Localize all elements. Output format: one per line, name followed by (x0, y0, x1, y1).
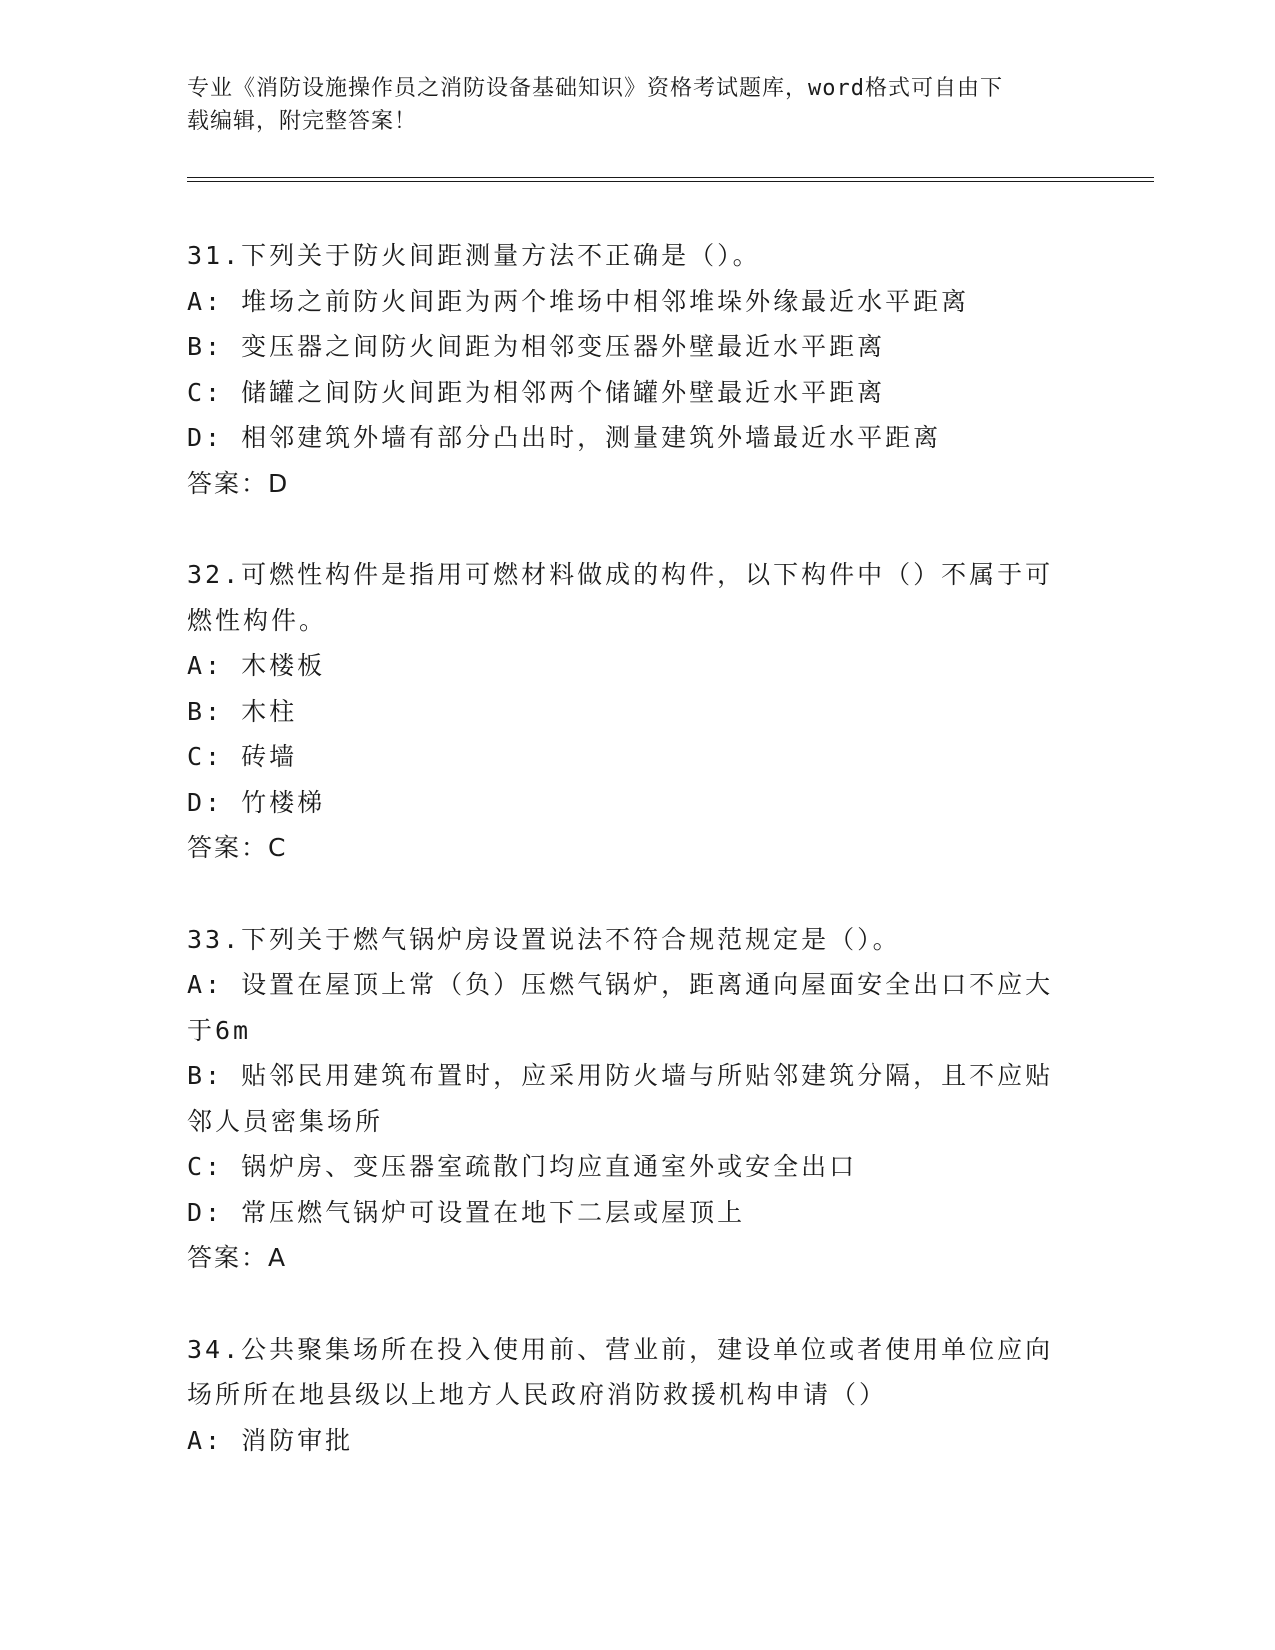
header-divider-top (187, 177, 1154, 178)
answer: 答案：C (187, 833, 288, 862)
option-c: C: 砖墙 (187, 742, 298, 771)
question-list (187, 233, 1087, 1509)
option-b: B: 木柱 (187, 696, 298, 726)
option-d: D: 竹楼梯 (187, 787, 326, 817)
option-c: C: 储罐之间防火间距为相邻两个储罐外壁最近水平距离 (187, 377, 886, 407)
question-stem: 33.下列关于燃气锅炉房设置说法不符合规范规定是（）。 (187, 924, 901, 954)
question-stem-continued: 燃性构件。 (187, 605, 328, 635)
option-a: A: 木楼板 (187, 651, 326, 680)
question-stem-continued: 场所所在地县级以上地方人民政府消防救援机构申请（） (187, 1380, 888, 1409)
answer: 答案：A (187, 1243, 288, 1272)
answer: 答案：D (187, 468, 290, 498)
option-c: C: 锅炉房、变压器室疏散门均应直通室外或安全出口 (187, 1152, 858, 1181)
question-stem: 34.公共聚集场所在投入使用前、营业前，建设单位或者使用单位应向 (187, 1334, 1054, 1364)
question-33 (187, 917, 1087, 1281)
question-31 (187, 233, 1087, 506)
option-d: D: 常压燃气锅炉可设置在地下二层或屋顶上 (187, 1197, 746, 1227)
header-divider-bottom (187, 181, 1154, 182)
option-d: D: 相邻建筑外墙有部分凸出时，测量建筑外墙最近水平距离 (187, 423, 942, 452)
option-a: A: 设置在屋顶上常（负）压燃气锅炉，距离通向屋面安全出口不应大 (187, 970, 1054, 999)
option-a-continued: 于6m (187, 1015, 252, 1045)
option-b: B: 变压器之间防火间距为相邻变压器外壁最近水平距离 (187, 332, 886, 361)
header-line-2: 载编辑，附完整答案！ (187, 109, 418, 134)
option-b: B: 贴邻民用建筑布置时，应采用防火墙与所贴邻建筑分隔，且不应贴 (187, 1061, 1054, 1090)
question-stem: 31.下列关于防火间距测量方法不正确是（）。 (187, 241, 761, 270)
document-header (187, 72, 1087, 138)
option-b-continued: 邻人员密集场所 (187, 1106, 384, 1136)
option-a: A: 堆场之前防火间距为两个堆场中相邻堆垛外缘最近水平距离 (187, 286, 970, 316)
question-32 (187, 552, 1087, 871)
option-a: A: 消防审批 (187, 1425, 354, 1455)
question-34 (187, 1327, 1087, 1464)
header-line-1: 专业《消防设施操作员之消防设备基础知识》资格考试题库，word格式可自由下 (187, 76, 1003, 101)
question-stem: 32.可燃性构件是指用可燃材料做成的构件，以下构件中（）不属于可 (187, 560, 1054, 589)
